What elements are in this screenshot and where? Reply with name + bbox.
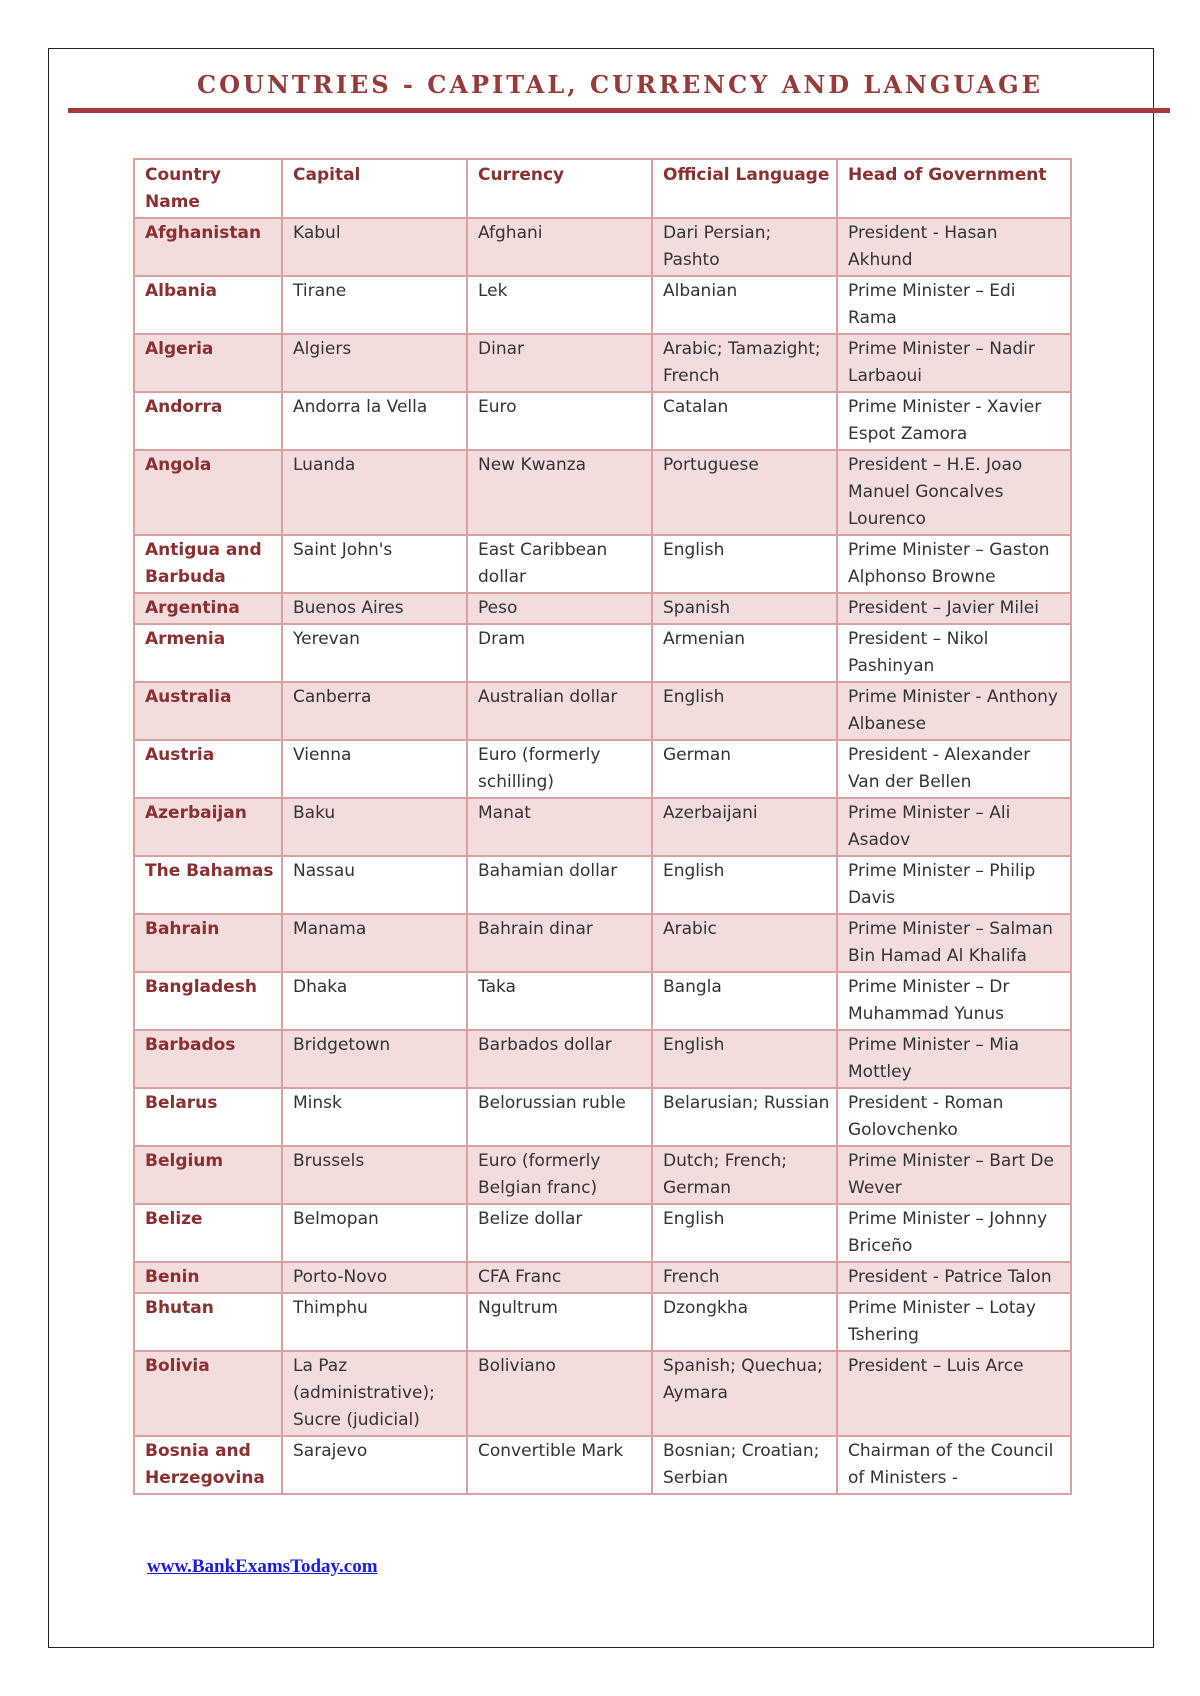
cell-head: Prime Minister – Gaston Alphonso Browne	[837, 535, 1071, 593]
cell-language: Armenian	[652, 624, 837, 682]
table-row	[134, 624, 1071, 682]
cell-currency: Peso	[467, 593, 652, 624]
cell-language: Azerbaijani	[652, 798, 837, 856]
cell-language: Bosnian; Croatian; Serbian	[652, 1436, 837, 1494]
cell-head: Prime Minister – Nadir Larbaoui	[837, 334, 1071, 392]
cell-country: Bahrain	[134, 914, 282, 972]
cell-country: Armenia	[134, 624, 282, 682]
cell-language: English	[652, 1204, 837, 1262]
page-title: COUNTRIES - CAPITAL, CURRENCY AND LANGUAGE	[197, 70, 1043, 99]
cell-capital: Sarajevo	[282, 1436, 467, 1494]
cell-capital: Brussels	[282, 1146, 467, 1204]
cell-capital: Canberra	[282, 682, 467, 740]
cell-capital: Dhaka	[282, 972, 467, 1030]
cell-capital: Yerevan	[282, 624, 467, 682]
cell-country: Australia	[134, 682, 282, 740]
countries-table	[133, 158, 1072, 1495]
table-row	[134, 593, 1071, 624]
cell-head: President – Luis Arce	[837, 1351, 1071, 1436]
cell-head: Prime Minister – Mia Mottley	[837, 1030, 1071, 1088]
table-header-row	[134, 159, 1071, 218]
cell-head: Prime Minister – Bart De Wever	[837, 1146, 1071, 1204]
table-row	[134, 334, 1071, 392]
cell-language: Dutch; French; German	[652, 1146, 837, 1204]
cell-head: Prime Minister – Philip Davis	[837, 856, 1071, 914]
table-row	[134, 1088, 1071, 1146]
table-row	[134, 535, 1071, 593]
cell-country: Bangladesh	[134, 972, 282, 1030]
cell-country: Austria	[134, 740, 282, 798]
cell-head: President - Patrice Talon	[837, 1262, 1071, 1293]
cell-capital: Andorra la Vella	[282, 392, 467, 450]
cell-currency: Euro (formerly schilling)	[467, 740, 652, 798]
cell-country: Afghanistan	[134, 218, 282, 276]
cell-capital: Buenos Aires	[282, 593, 467, 624]
cell-currency: Boliviano	[467, 1351, 652, 1436]
cell-country: Algeria	[134, 334, 282, 392]
cell-head: Prime Minister - Anthony Albanese	[837, 682, 1071, 740]
cell-country: Andorra	[134, 392, 282, 450]
cell-currency: Dram	[467, 624, 652, 682]
cell-capital: Tirane	[282, 276, 467, 334]
cell-country: Belgium	[134, 1146, 282, 1204]
cell-language: English	[652, 682, 837, 740]
cell-language: English	[652, 856, 837, 914]
table-row	[134, 1030, 1071, 1088]
cell-country: Argentina	[134, 593, 282, 624]
cell-currency: Australian dollar	[467, 682, 652, 740]
cell-currency: Lek	[467, 276, 652, 334]
cell-language: German	[652, 740, 837, 798]
cell-language: Spanish	[652, 593, 837, 624]
cell-language: Dzongkha	[652, 1293, 837, 1351]
cell-country: Bhutan	[134, 1293, 282, 1351]
cell-capital: Minsk	[282, 1088, 467, 1146]
cell-head: Prime Minister – Lotay Tshering	[837, 1293, 1071, 1351]
cell-country: Benin	[134, 1262, 282, 1293]
cell-currency: Convertible Mark	[467, 1436, 652, 1494]
cell-capital: Thimphu	[282, 1293, 467, 1351]
cell-capital: La Paz (administrative); Sucre (judicial)	[282, 1351, 467, 1436]
cell-capital: Porto-Novo	[282, 1262, 467, 1293]
table-row	[134, 914, 1071, 972]
cell-language: English	[652, 1030, 837, 1088]
table-row	[134, 1262, 1071, 1293]
table-row	[134, 1146, 1071, 1204]
cell-currency: East Caribbean dollar	[467, 535, 652, 593]
cell-language: Arabic; Tamazight; French	[652, 334, 837, 392]
cell-capital: Bridgetown	[282, 1030, 467, 1088]
cell-currency: New Kwanza	[467, 450, 652, 535]
cell-currency: Belize dollar	[467, 1204, 652, 1262]
cell-head: Prime Minister – Johnny Briceño	[837, 1204, 1071, 1262]
cell-country: Barbados	[134, 1030, 282, 1088]
cell-currency: Ngultrum	[467, 1293, 652, 1351]
table-row	[134, 218, 1071, 276]
table-row	[134, 798, 1071, 856]
cell-head: Prime Minister - Xavier Espot Zamora	[837, 392, 1071, 450]
countries-table-container	[133, 158, 1070, 1495]
cell-capital: Belmopan	[282, 1204, 467, 1262]
cell-head: President - Alexander Van der Bellen	[837, 740, 1071, 798]
cell-currency: Belorussian ruble	[467, 1088, 652, 1146]
cell-language: Dari Persian; Pashto	[652, 218, 837, 276]
cell-language: French	[652, 1262, 837, 1293]
cell-capital: Baku	[282, 798, 467, 856]
cell-capital: Nassau	[282, 856, 467, 914]
cell-language: Albanian	[652, 276, 837, 334]
table-row	[134, 856, 1071, 914]
cell-head: Chairman of the Council of Ministers -	[837, 1436, 1071, 1494]
cell-country: Angola	[134, 450, 282, 535]
title-underline	[68, 108, 1170, 113]
cell-language: Belarusian; Russian	[652, 1088, 837, 1146]
cell-country: Belize	[134, 1204, 282, 1262]
cell-currency: Afghani	[467, 218, 652, 276]
cell-head: Prime Minister – Dr Muhammad Yunus	[837, 972, 1071, 1030]
cell-capital: Vienna	[282, 740, 467, 798]
cell-head: Prime Minister – Ali Asadov	[837, 798, 1071, 856]
table-row	[134, 450, 1071, 535]
cell-head: President - Hasan Akhund	[837, 218, 1071, 276]
cell-language: Bangla	[652, 972, 837, 1030]
cell-currency: Manat	[467, 798, 652, 856]
header-capital: Capital	[282, 159, 467, 218]
table-row	[134, 392, 1071, 450]
cell-country: Antigua and Barbuda	[134, 535, 282, 593]
cell-head: President – Nikol Pashinyan	[837, 624, 1071, 682]
table-row	[134, 1293, 1071, 1351]
cell-head: President – H.E. Joao Manuel Goncalves Lourenco	[837, 450, 1071, 535]
cell-country: Albania	[134, 276, 282, 334]
cell-currency: Bahamian dollar	[467, 856, 652, 914]
cell-language: Spanish; Quechua; Aymara	[652, 1351, 837, 1436]
cell-capital: Manama	[282, 914, 467, 972]
cell-currency: Euro	[467, 392, 652, 450]
cell-capital: Luanda	[282, 450, 467, 535]
cell-currency: Barbados dollar	[467, 1030, 652, 1088]
table-row	[134, 1204, 1071, 1262]
cell-language: Arabic	[652, 914, 837, 972]
header-country: Country Name	[134, 159, 282, 218]
table-body	[134, 218, 1071, 1494]
cell-capital: Saint John's	[282, 535, 467, 593]
cell-capital: Kabul	[282, 218, 467, 276]
table-row	[134, 276, 1071, 334]
header-head-of-government: Head of Government	[837, 159, 1071, 218]
table-row	[134, 1436, 1071, 1494]
cell-country: The Bahamas	[134, 856, 282, 914]
cell-head: President – Javier Milei	[837, 593, 1071, 624]
cell-currency: Dinar	[467, 334, 652, 392]
cell-currency: CFA Franc	[467, 1262, 652, 1293]
cell-country: Azerbaijan	[134, 798, 282, 856]
table-row	[134, 1351, 1071, 1436]
cell-currency: Taka	[467, 972, 652, 1030]
cell-language: Portuguese	[652, 450, 837, 535]
cell-capital: Algiers	[282, 334, 467, 392]
cell-head: Prime Minister – Edi Rama	[837, 276, 1071, 334]
cell-head: President - Roman Golovchenko	[837, 1088, 1071, 1146]
cell-currency: Bahrain dinar	[467, 914, 652, 972]
cell-currency: Euro (formerly Belgian franc)	[467, 1146, 652, 1204]
cell-country: Bosnia and Herzegovina	[134, 1436, 282, 1494]
cell-country: Belarus	[134, 1088, 282, 1146]
header-currency: Currency	[467, 159, 652, 218]
cell-language: English	[652, 535, 837, 593]
header-language: Official Language	[652, 159, 837, 218]
cell-country: Bolivia	[134, 1351, 282, 1436]
table-row	[134, 972, 1071, 1030]
table-row	[134, 682, 1071, 740]
table-row	[134, 740, 1071, 798]
cell-language: Catalan	[652, 392, 837, 450]
footer-website-link[interactable]: www.BankExamsToday.com	[147, 1556, 378, 1577]
cell-head: Prime Minister – Salman Bin Hamad Al Khalifa	[837, 914, 1071, 972]
